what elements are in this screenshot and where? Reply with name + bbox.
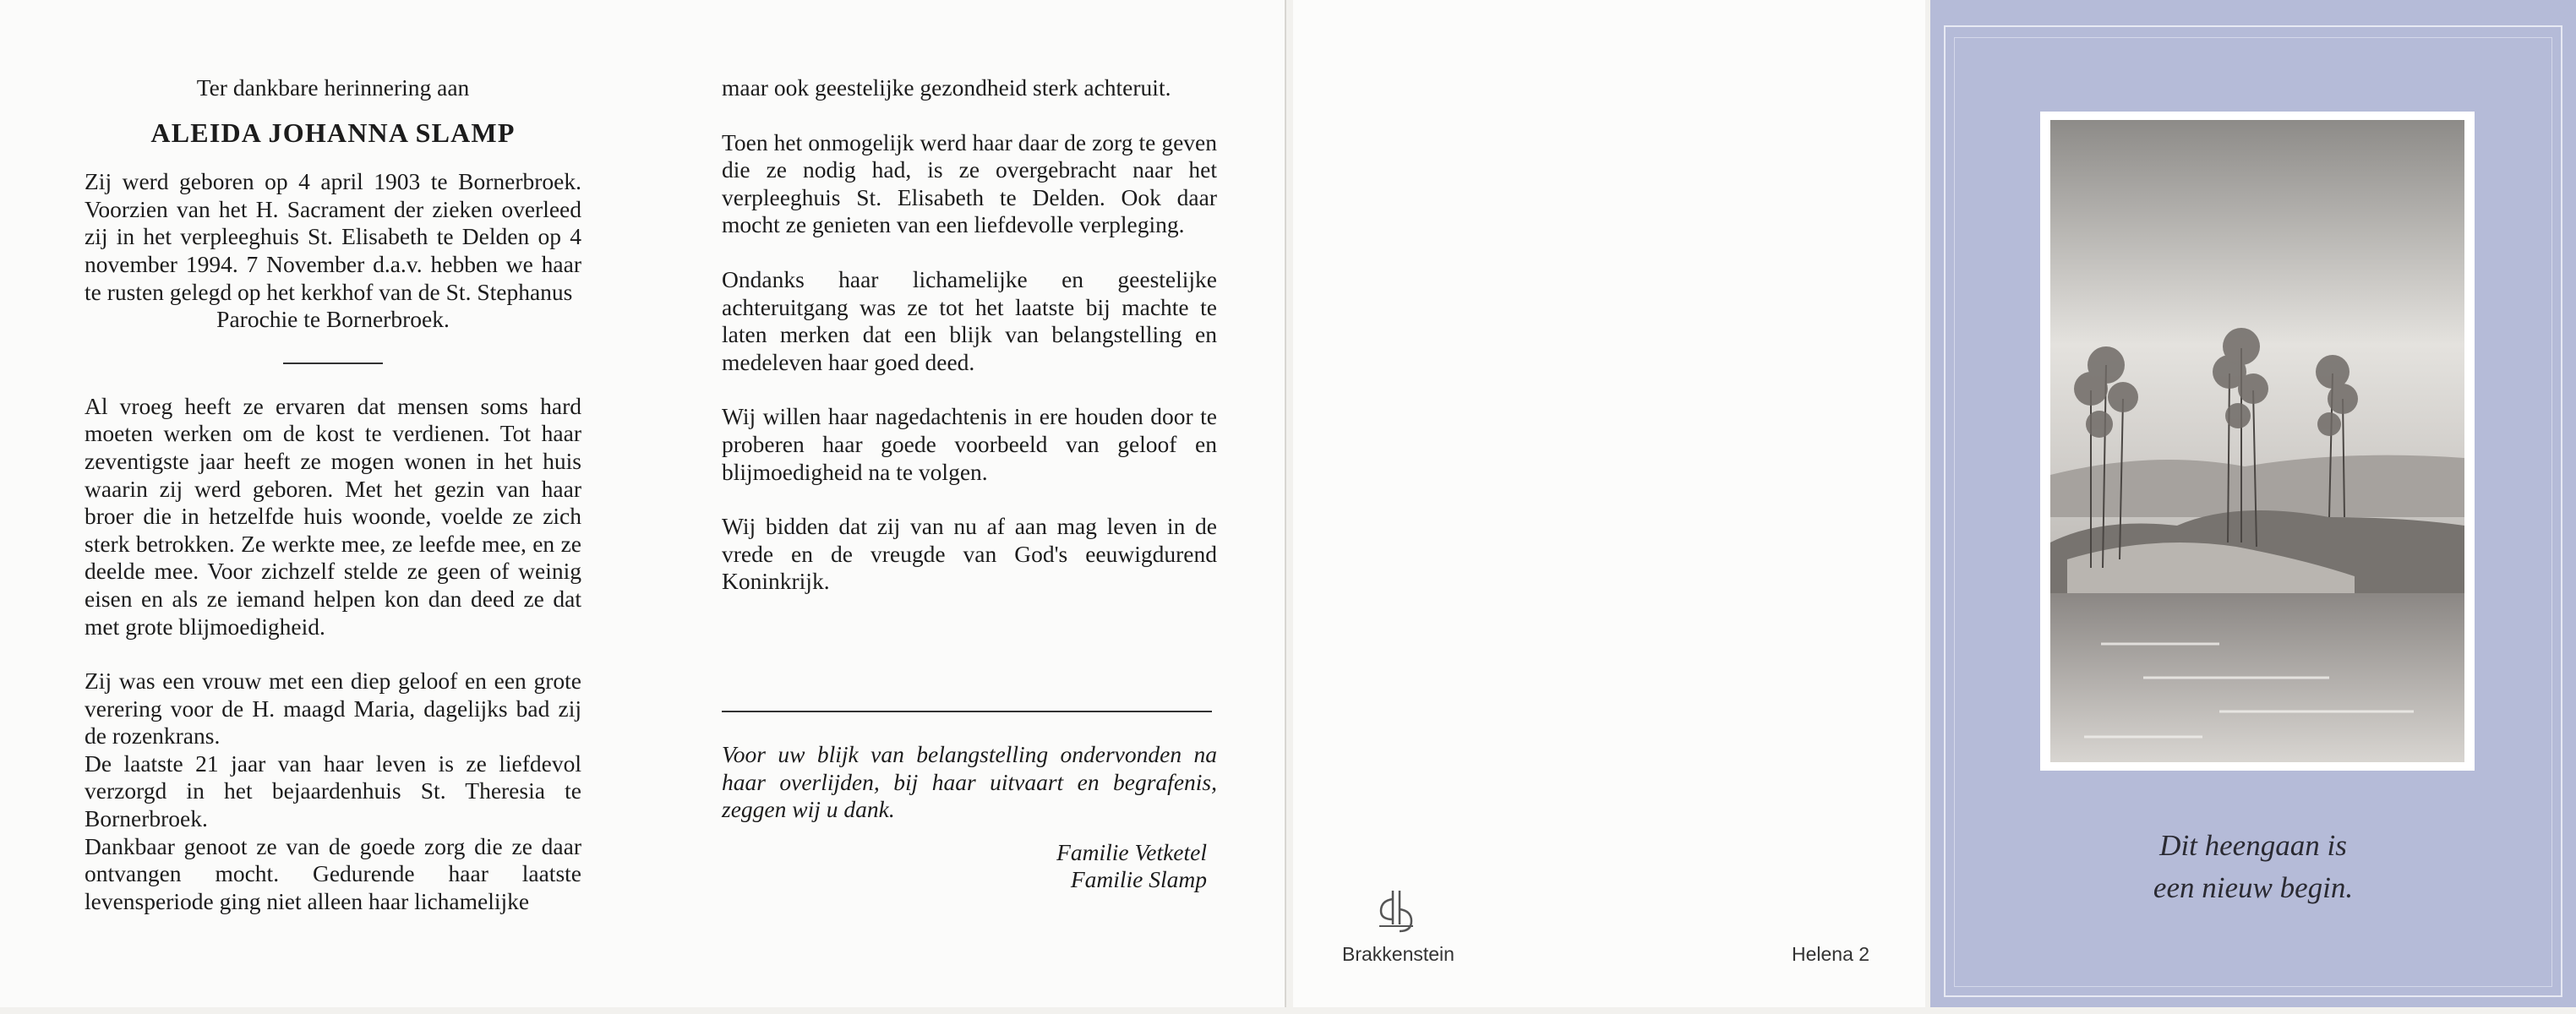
signature-divider	[722, 711, 1212, 712]
biography-paragraph-3: Zij was een vrouw met een diep geloof en een grote verering voor de H. maagd Maria, dagelijks bad zij de rozenkrans.	[85, 668, 581, 750]
left-column	[85, 74, 581, 915]
cover-caption-line-1: Dit heengaan is	[2159, 829, 2347, 862]
biography-paragraph-6: maar ook geestelijke gezondheid sterk achteruit.	[722, 74, 1171, 101]
back-panel	[1293, 0, 1925, 1007]
inside-spread	[0, 0, 1286, 1007]
thanks-note: Voor uw blijk van belangstelling ondervonden na haar overlijden, bij haar uitvaart en begrafenis, zeggen wij u dank.	[722, 740, 1217, 823]
right-column	[722, 74, 1217, 894]
biography-paragraph-8: Ondanks haar lichamelijke en geestelijke achteruitgang was ze tot het laatste bij machte te laten merken dat een blijk van belangstelling en medeleven haar goed deed.	[722, 265, 1217, 375]
trees-by-water-illustration	[2050, 120, 2464, 762]
biography-paragraph-9: Wij willen haar nagedachtenis in ere houden door te proberen haar goede voorbeeld van geloof en blijmoedigheid na te volgen.	[722, 403, 1217, 485]
cover-caption-line-2: een nieuw begin.	[2153, 871, 2354, 904]
biography-paragraph-1: Zij werd geboren op 4 april 1903 te Bornerbroek. Voorzien van het H. Sacrament der zieken overleed zij in het verpleeghuis St. Elisabeth te Delden op 4 november 1994. 7 November d.a.v. hebben we haar te rusten gelegd op het kerkhof van de St. Stephanus	[85, 168, 581, 305]
brakkenstein-logo-icon	[1371, 887, 1422, 938]
biography-paragraph-1-end: Parochie te Bornerbroek.	[216, 306, 450, 333]
biography-paragraph-7: Toen het onmogelijk werd haar daar de zorg te geven die ze nodig had, is ze overgebracht naar het verpleeghuis St. Elisabeth te Delden. Ook daar mocht ze genieten van een liefdevolle verpleging.	[722, 128, 1217, 238]
front-cover	[1930, 0, 2576, 1007]
family-signature-2: Familie Slamp	[1070, 866, 1207, 893]
deceased-name: ALEIDA JOHANNA SLAMP	[150, 117, 516, 148]
biography-paragraph-4: De laatste 21 jaar van haar leven is ze liefdevol verzorgd in het bejaardenhuis St. Theresia te Bornerbroek.	[85, 750, 581, 832]
biography-paragraph-5: Dankbaar genoot ze van de goede zorg die ze daar ontvangen mocht. Gedurende haar laatste levensperiode ging niet alleen haar lichamelijke	[85, 832, 581, 914]
prayer-paragraph: Wij bidden dat zij van nu af aan mag leven in de vrede en de vreugde van God's eeuwigdurend Koninkrijk.	[722, 513, 1217, 595]
dedication-header: Ter dankbare herinnering aan	[196, 74, 470, 101]
family-signature-1: Familie Vetketel	[1056, 838, 1207, 865]
divider	[283, 363, 383, 364]
biography-paragraph-2: Al vroeg heeft ze ervaren dat mensen soms hard moeten werken om de kost te verdienen. Tot haar zeventigste jaar heeft ze mogen wonen in het huis waarin zij werd geboren. Met het gezin van haar broer die in hetzelfde huis woonde, voelde ze zich sterk betrokken. Ze werkte mee, ze leefde mee, en ze deelde mee. Voor zichzelf stelde ze geen of weinig eisen en als ze iemand helpen kon dan deed ze dat met grote blijmoedigheid.	[85, 392, 581, 640]
cover-caption	[1930, 825, 2576, 909]
cover-illustration	[2040, 112, 2475, 771]
design-code: Helena 2	[1792, 943, 1870, 965]
publisher-name: Brakkenstein	[1342, 943, 1454, 965]
